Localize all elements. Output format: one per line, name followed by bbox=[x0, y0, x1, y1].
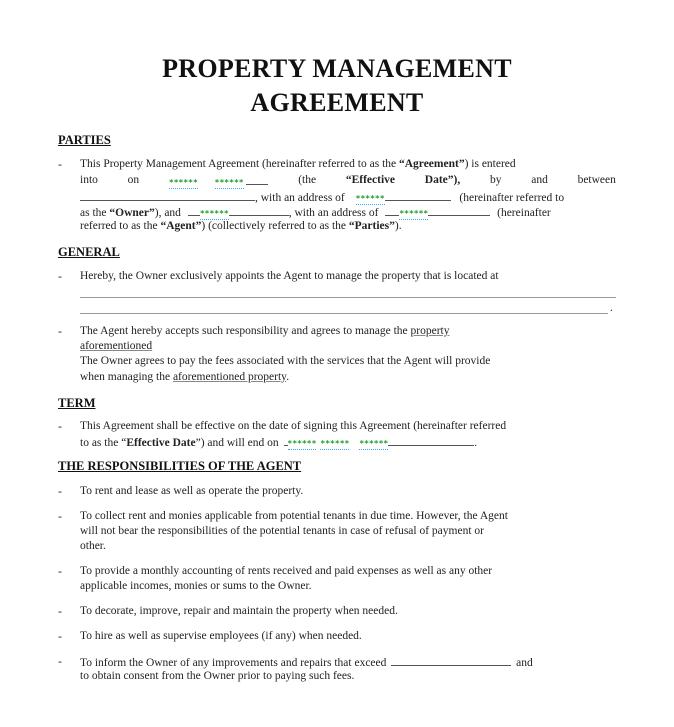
resp-item-6-line-1: To inform the Owner of any improvements and repairs that exceed and bbox=[80, 657, 533, 669]
end-date-part-2[interactable]: ****** bbox=[320, 439, 350, 448]
responsibilities-heading: THE RESPONSIBILITIES OF THE AGENT bbox=[58, 459, 302, 473]
resp-bullet-3: - bbox=[58, 564, 62, 578]
parties-line-1: This Property Management Agreement (hereinafter referred to as the “Agreement”) is entered bbox=[80, 158, 516, 170]
resp-bullet-2: - bbox=[58, 509, 62, 523]
parties-line-2: into on ****** ****** (the “Effective Date”), by and between bbox=[80, 174, 616, 187]
general-paragraph-4: when managing the aforementioned property. bbox=[80, 371, 290, 383]
term-line-1: This Agreement shall be effective on the date of signing this Agreement (hereinafter referred bbox=[80, 420, 507, 432]
resp-item-6-line-2: to obtain consent from the Owner prior to paying such fees. bbox=[80, 670, 355, 682]
owner-address-field[interactable]: ****** bbox=[355, 194, 385, 203]
resp-item-2-line-2: will not bear the responsibilities of the potential tenants in case of refusal of payment or bbox=[80, 525, 484, 537]
term-line-2: to as the “Effective Date”) and will end on ****** ****** ****** . bbox=[80, 437, 478, 449]
resp-item-1: To rent and lease as well as operate the property. bbox=[80, 485, 304, 497]
general-bullet-2: - bbox=[58, 324, 62, 338]
term-heading: TERM bbox=[58, 396, 96, 410]
end-date-part-1[interactable]: ****** bbox=[287, 439, 317, 448]
resp-bullet-6: - bbox=[58, 654, 62, 668]
resp-item-3-line-1: To provide a monthly accounting of rents received and paid expenses as well as any other bbox=[80, 565, 493, 577]
general-paragraph-3: The Owner agrees to pay the fees associated with the services that the Agent will provide bbox=[80, 355, 491, 367]
end-date-part-3[interactable]: ****** bbox=[359, 439, 389, 448]
agent-address-field[interactable]: ****** bbox=[399, 209, 429, 218]
owner-name-field[interactable] bbox=[80, 190, 255, 201]
general-paragraph-1: Hereby, the Owner exclusively appoints the Agent to manage the property that is located at bbox=[80, 270, 499, 282]
general-bullet-1: - bbox=[58, 269, 62, 283]
resp-item-4: To decorate, improve, repair and maintain the property when needed. bbox=[80, 605, 398, 617]
parties-line-3: , with an address of ****** (hereinafter referred to bbox=[80, 190, 564, 205]
date-field-part-1[interactable]: ****** bbox=[168, 178, 198, 187]
parties-bullet: - bbox=[58, 157, 62, 171]
resp-item-3-line-2: applicable incomes, monies or sums to the Owner. bbox=[80, 580, 312, 592]
property-address-line-2[interactable] bbox=[80, 313, 608, 314]
resp-bullet-4: - bbox=[58, 604, 62, 618]
parties-line-4: as the “Owner”), and ****** , with an address of ****** (hereinafter bbox=[80, 207, 551, 219]
resp-item-2-line-1: To collect rent and monies applicable from potential tenants in due time. However, the Agent bbox=[80, 510, 508, 522]
general-aforementioned: aforementioned bbox=[80, 340, 153, 352]
resp-bullet-1: - bbox=[58, 484, 62, 498]
term-bullet: - bbox=[58, 419, 62, 433]
resp-item-5: To hire as well as supervise employees (if any) when needed. bbox=[80, 630, 362, 642]
agent-name-field[interactable]: ****** bbox=[199, 209, 229, 218]
general-paragraph-2: The Agent hereby accepts such responsibility and agrees to manage the property bbox=[80, 325, 450, 337]
resp-item-2-line-3: other. bbox=[80, 540, 106, 552]
property-address-line-1[interactable] bbox=[80, 297, 616, 298]
threshold-amount-field[interactable] bbox=[391, 655, 511, 666]
title-line-2: AGREEMENT bbox=[250, 88, 424, 117]
general-heading: GENERAL bbox=[58, 245, 120, 259]
date-field-part-2[interactable]: ****** bbox=[214, 178, 244, 187]
parties-line-5: referred to as the “Agent”) (collectively referred to as the “Parties”). bbox=[80, 220, 402, 232]
parties-heading: PARTIES bbox=[58, 133, 111, 147]
address-period: . bbox=[610, 302, 613, 314]
title-line-1: PROPERTY MANAGEMENT bbox=[162, 54, 512, 83]
resp-bullet-5: - bbox=[58, 629, 62, 643]
